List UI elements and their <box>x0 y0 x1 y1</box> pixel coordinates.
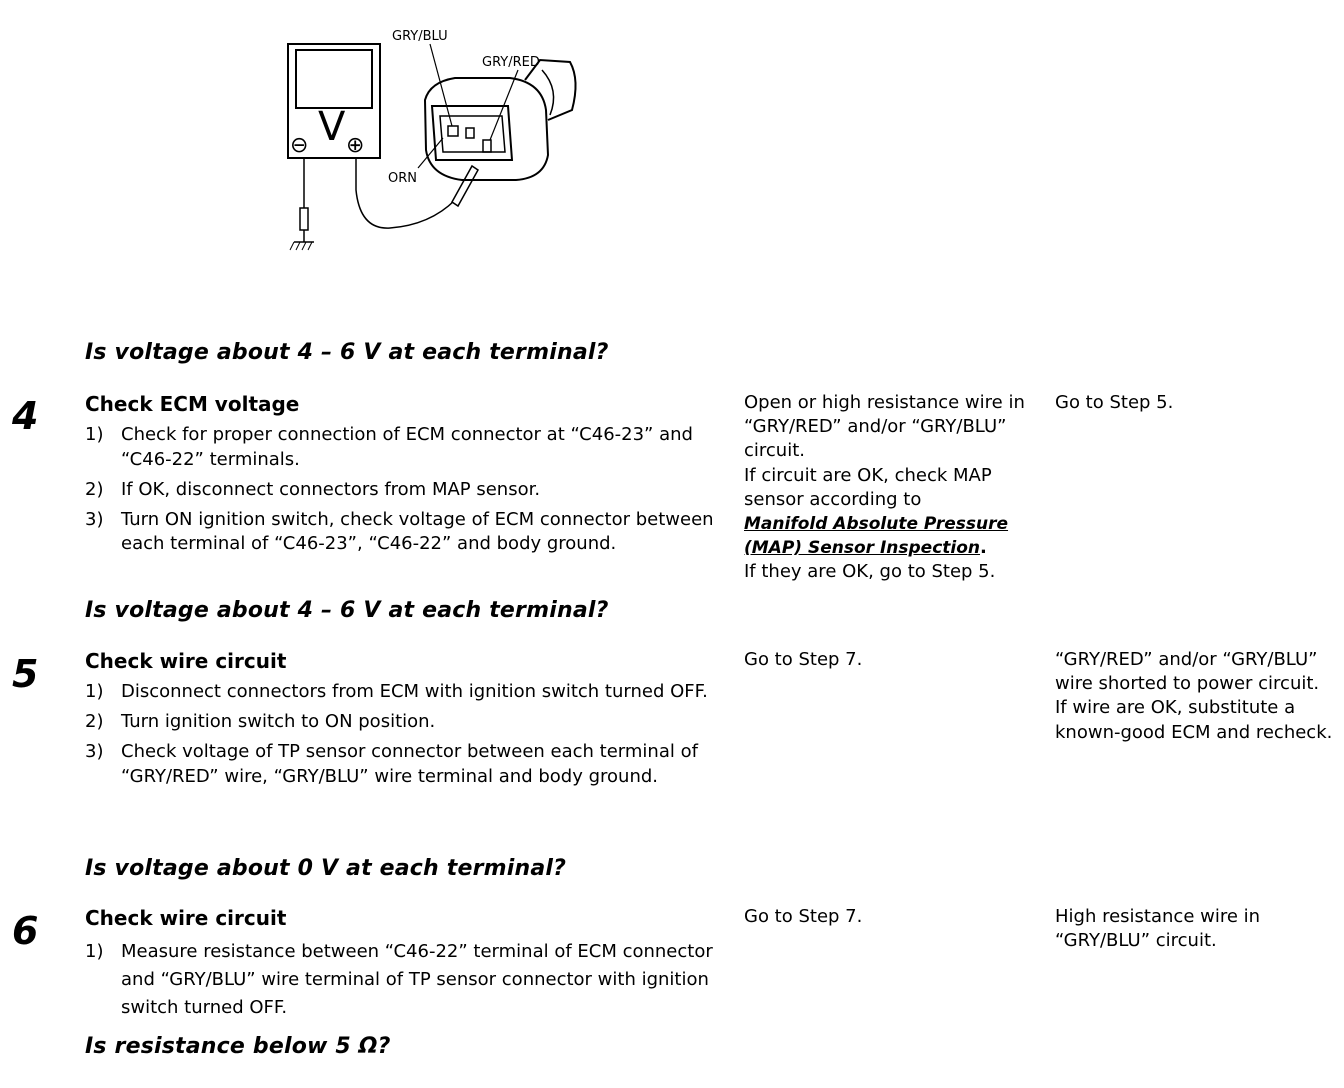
label-gry-red: GRY/RED <box>482 55 540 70</box>
substep: 2) Turn ignition switch to ON position. <box>85 711 436 732</box>
no-result-5: “GRY/RED” and/or “GRY/BLU” wire shorted to power circuit. If wire are OK, substitute a known-good ECM and recheck. <box>1055 649 1333 743</box>
substeps-6 <box>85 938 725 1028</box>
no-result-6: High resistance wire in “GRY/BLU” circuit. <box>1055 906 1261 952</box>
question-step5: Is voltage about 0 V at each terminal? <box>85 856 567 881</box>
plus-probe <box>452 166 478 206</box>
plus-terminal: ⊕ <box>346 133 365 158</box>
meter-display <box>296 50 372 108</box>
terminal-1 <box>448 126 458 136</box>
substep: 1) Check for proper connection of ECM connector at “C46-23” and “C46-22” terminals. <box>85 424 693 470</box>
yes-result-5: Go to Step 7. <box>744 649 863 670</box>
meter-v-symbol: V <box>318 104 346 150</box>
substep: 3) Check voltage of TP sensor connector between each terminal of “GRY/RED” wire, “GRY/BLU” wire terminal and body ground. <box>85 741 698 787</box>
substep: 2) If OK, disconnect connectors from MAP sensor. <box>85 478 541 500</box>
label-gry-blu: GRY/BLU <box>392 29 448 44</box>
map-sensor-inspection-link[interactable]: Manifold Absolute Pressure (MAP) Sensor Inspection <box>744 514 1009 559</box>
substeps-5 <box>85 680 725 795</box>
yes-result-6: Go to Step 7. <box>744 906 863 927</box>
yes-result-4: Open or high resistance wire in “GRY/RED” and/or “GRY/BLU” circuit. If circuit are OK, check MAP sensor according to Manifold Absolute Pressure (MAP) Sensor Inspection. If they are OK, go to Step 5. <box>744 392 1025 583</box>
substep: 1) Disconnect connectors from ECM with ignition switch turned OFF. <box>85 681 708 702</box>
minus-terminal: ⊖ <box>290 133 309 158</box>
step-title-5: Check wire circuit <box>85 649 287 673</box>
no-result-4: Go to Step 5. <box>1055 392 1174 413</box>
ground-probe <box>300 208 308 230</box>
substeps-4 <box>85 423 725 562</box>
step-number-6: 6 <box>12 909 39 953</box>
voltmeter-connector-diagram <box>280 20 600 265</box>
wiring-illustration <box>280 20 600 265</box>
step-title-4: Check ECM voltage <box>85 392 300 416</box>
step-number-5: 5 <box>12 652 39 696</box>
question-step6: Is resistance below 5 Ω? <box>85 1034 391 1059</box>
step-title-6: Check wire circuit <box>85 906 287 930</box>
terminal-2 <box>466 128 474 138</box>
question-step4: Is voltage about 4 – 6 V at each terminal? <box>85 598 609 623</box>
terminal-3 <box>483 140 491 152</box>
substep: 3) Turn ON ignition switch, check voltage of ECM connector between each terminal of “C46-23”, “C46-22” and body ground. <box>85 508 714 554</box>
substep: 1) Measure resistance between “C46-22” terminal of ECM connector and “GRY/BLU” wire terminal of TP sensor connector with ignition switch turned OFF. <box>85 941 713 1018</box>
step-number-4: 4 <box>12 394 39 438</box>
label-orn: ORN <box>388 171 417 186</box>
question-step3: Is voltage about 4 – 6 V at each terminal? <box>85 340 609 365</box>
